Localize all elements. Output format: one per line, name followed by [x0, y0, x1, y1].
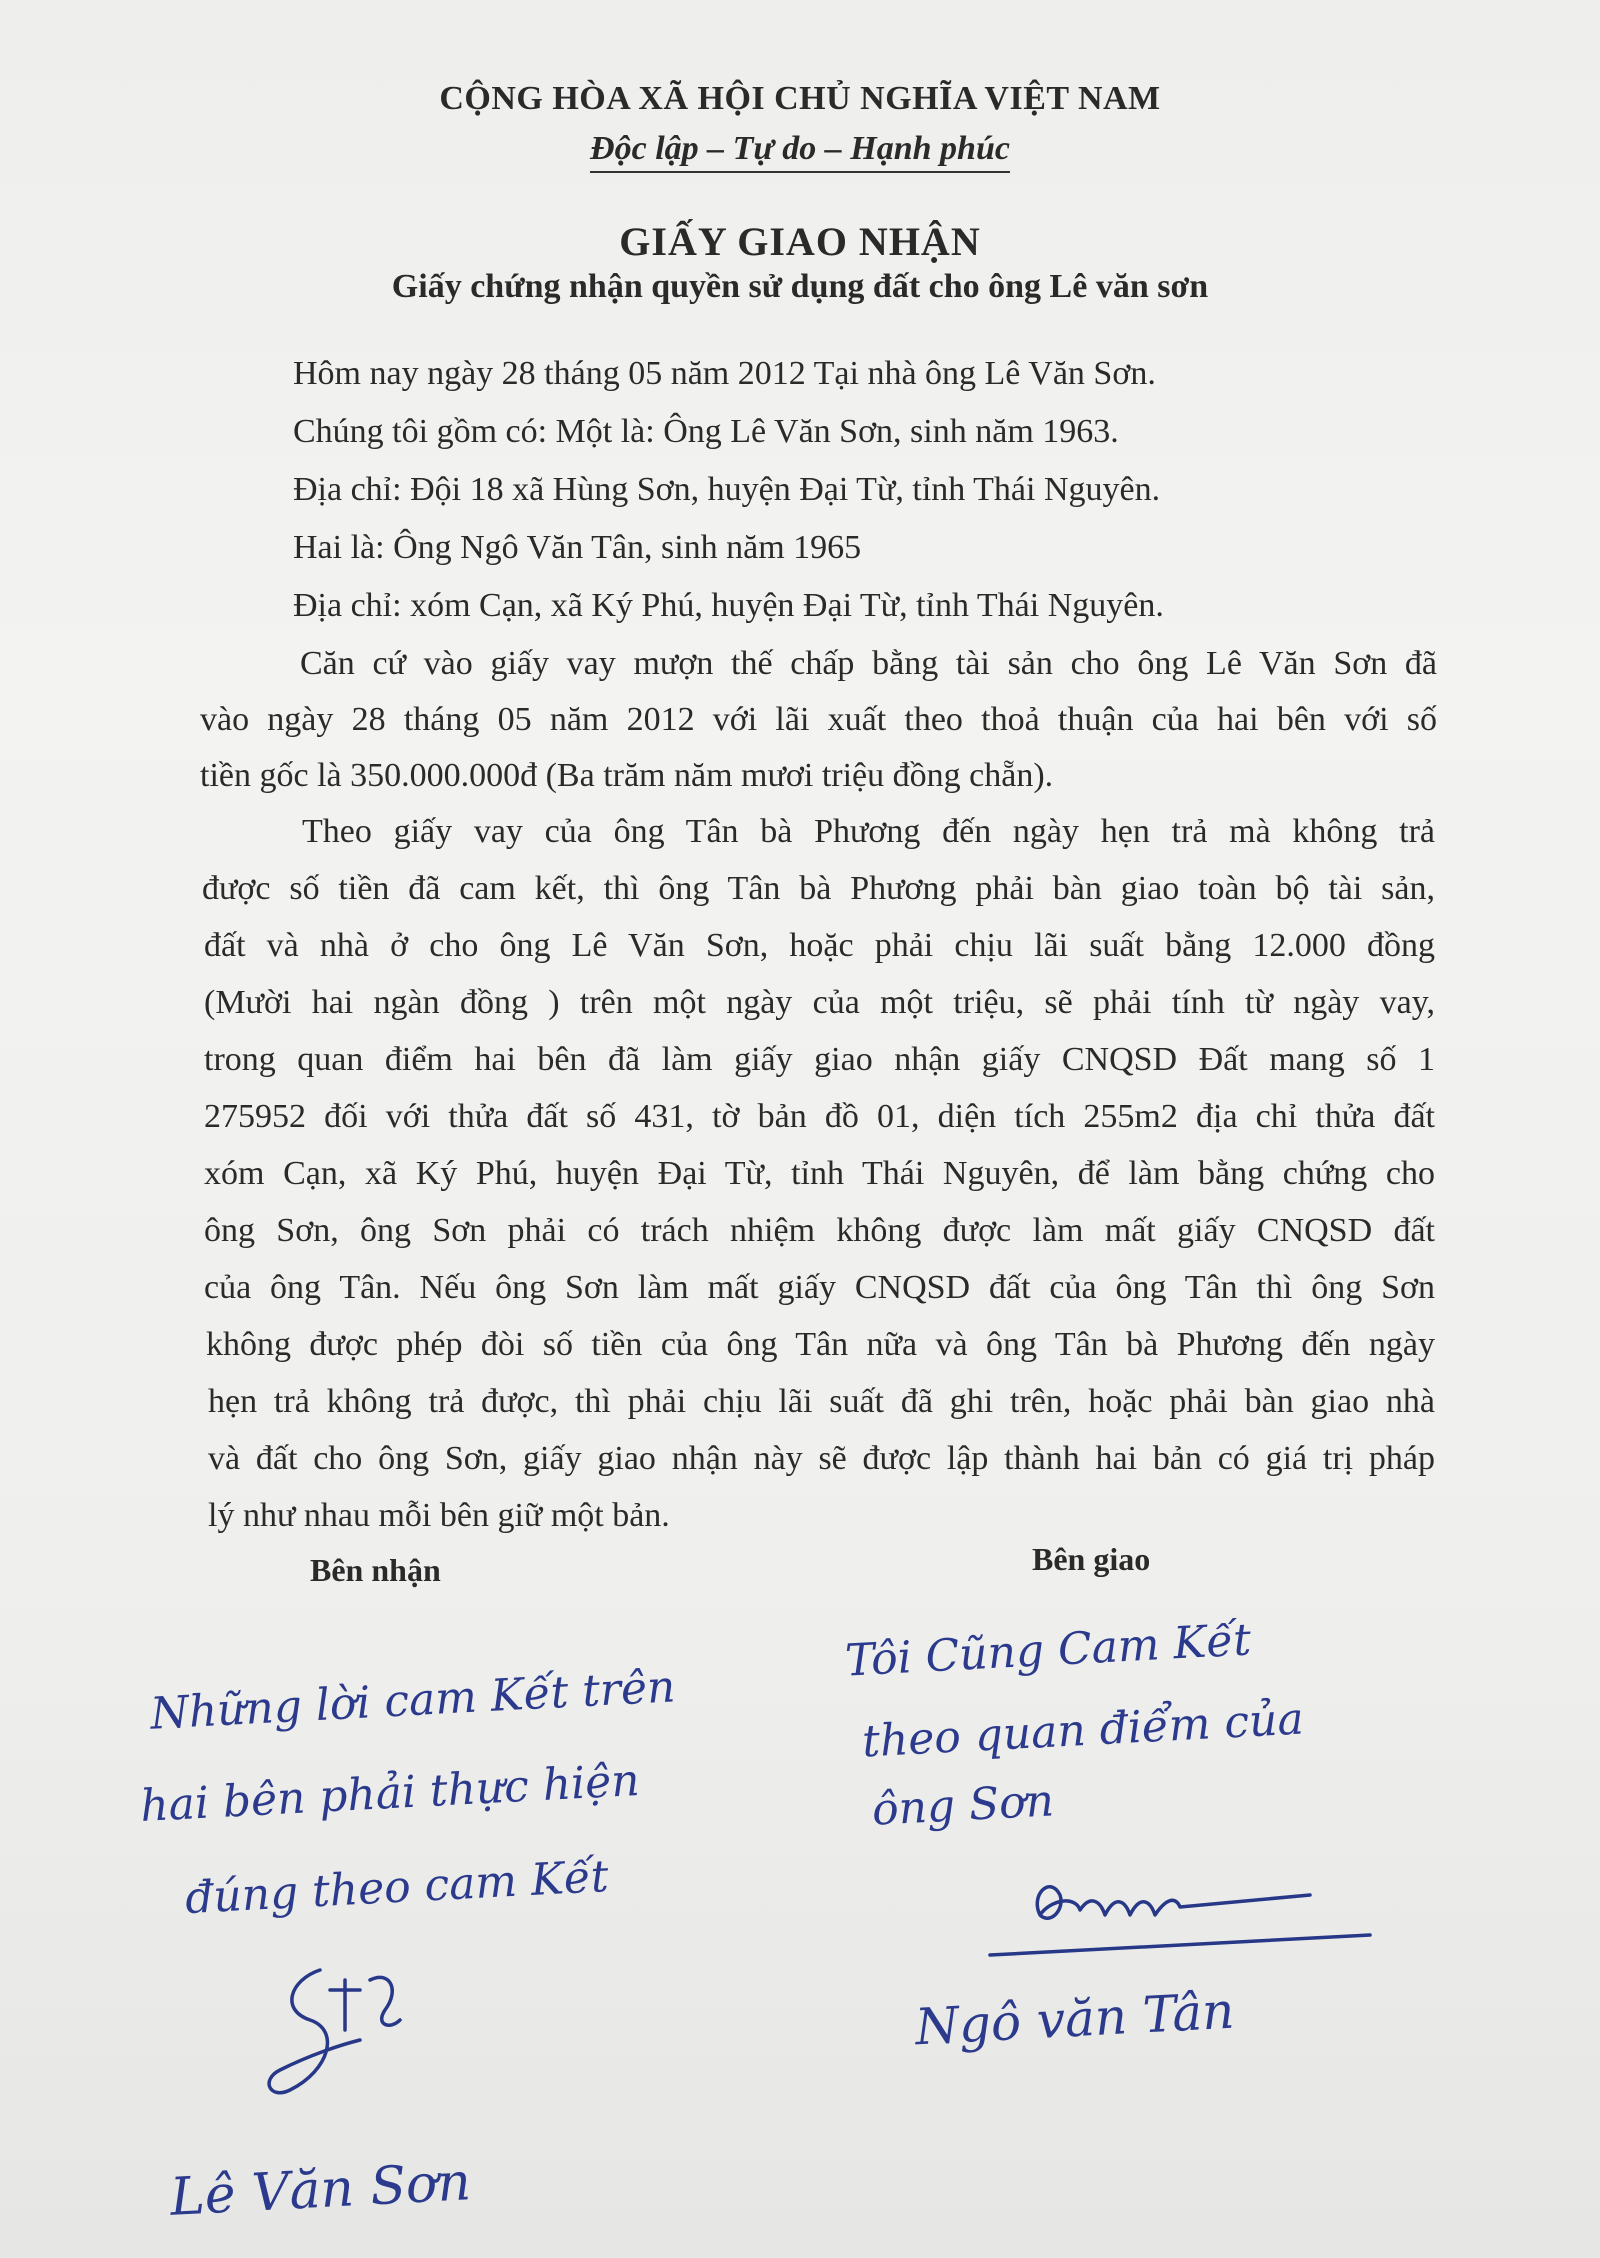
giver-handwritten-line: theo quan điểm của [860, 1693, 1305, 1768]
giver-handwritten-line: ông Sơn [870, 1775, 1056, 1836]
paragraph-line: lý như nhau mỗi bên giữ một bản. [208, 1497, 670, 1534]
receiver-handwritten-line: đúng theo cam Kết [183, 1850, 610, 1925]
paragraph-line: tiền gốc là 350.000.000đ (Ba trăm năm mươi triệu đồng chẵn). [200, 757, 1054, 794]
paragraph-line: Căn cứ vào giấy vay mượn thế chấp bằng tài sản cho ông Lê Văn Sơn đã [300, 645, 1437, 682]
giver-signature [980, 1855, 1380, 1965]
paragraph-line: vào ngày 28 tháng 05 năm 2012 với lãi xuất theo thoả thuận của hai bên với số [200, 701, 1437, 738]
giver-name-handwritten: Ngô văn Tân [913, 1981, 1236, 2057]
receiver-handwritten-line: Những lời cam Kết trên [149, 1661, 677, 1740]
national-title: CỘNG HÒA XÃ HỘI CHỦ NGHĨA VIỆT NAM [439, 80, 1161, 117]
receiver-signature [250, 1950, 470, 2110]
receiver-label: Bên nhận [310, 1552, 441, 1588]
document-title: GIẤY GIAO NHẬN [619, 219, 981, 264]
giver-handwritten-line: Tôi Cũng Cam Kết [843, 1614, 1253, 1687]
receiver-name-handwritten: Lê Văn Sơn [168, 2152, 473, 2228]
paragraph-line: Theo giấy vay của ông Tân bà Phương đến ngày hẹn trả mà không trả [302, 813, 1435, 850]
paragraph-line: đất và nhà ở cho ông Lê Văn Sơn, hoặc phải chịu lãi suất bằng 12.000 đồng [204, 927, 1435, 964]
paragraph-line: trong quan điểm hai bên đã làm giấy giao nhận giấy CNQSD Đất mang số 1 [204, 1041, 1435, 1078]
paragraph-line: hẹn trả không trả được, thì phải chịu lãi suất đã ghi trên, hoặc phải bàn giao nhà [208, 1383, 1435, 1420]
intro-line: Hôm nay ngày 28 tháng 05 năm 2012 Tại nhà ông Lê Văn Sơn. [293, 355, 1156, 392]
paragraph-line: (Mười hai ngàn đồng ) trên một ngày của một triệu, sẽ phải tính từ ngày vay, [204, 984, 1435, 1021]
document-subtitle: Giấy chứng nhận quyền sử dụng đất cho ông Lê văn sơn [391, 268, 1209, 305]
intro-line: Địa chỉ: Đội 18 xã Hùng Sơn, huyện Đại Từ, tỉnh Thái Nguyên. [293, 471, 1161, 508]
giver-label: Bên giao [1032, 1541, 1151, 1577]
intro-line: Chúng tôi gồm có: Một là: Ông Lê Văn Sơn, sinh năm 1963. [293, 413, 1119, 450]
paragraph-line: của ông Tân. Nếu ông Sơn làm mất giấy CNQSD đất của ông Tân thì ông Sơn [204, 1269, 1435, 1306]
paragraph-line: không được phép đòi số tiền của ông Tân nữa và ông Tân bà Phương đến ngày [206, 1326, 1435, 1363]
paragraph-line: 275952 đối với thửa đất số 431, tờ bản đồ 01, diện tích 255m2 địa chỉ thửa đất [204, 1098, 1435, 1135]
intro-line: Hai là: Ông Ngô Văn Tân, sinh năm 1965 [293, 529, 862, 566]
motto-text: Độc lập – Tự do – Hạnh phúc [590, 130, 1010, 173]
intro-line: Địa chỉ: xóm Cạn, xã Ký Phú, huyện Đại Từ, tỉnh Thái Nguyên. [293, 587, 1164, 624]
paragraph-line: được số tiền đã cam kết, thì ông Tân bà Phương phải bàn giao toàn bộ tài sản, [202, 870, 1435, 907]
paragraph-line: và đất cho ông Sơn, giấy giao nhận này sẽ được lập thành hai bản có giá trị pháp [208, 1440, 1435, 1477]
national-motto [0, 130, 1600, 168]
paragraph-line: xóm Cạn, xã Ký Phú, huyện Đại Từ, tỉnh Thái Nguyên, để làm bằng chứng cho [204, 1155, 1435, 1192]
receiver-handwritten-line: hai bên phải thực hiện [139, 1754, 641, 1833]
paragraph-line: ông Sơn, ông Sơn phải có trách nhiệm không được làm mất giấy CNQSD đất [204, 1212, 1435, 1249]
